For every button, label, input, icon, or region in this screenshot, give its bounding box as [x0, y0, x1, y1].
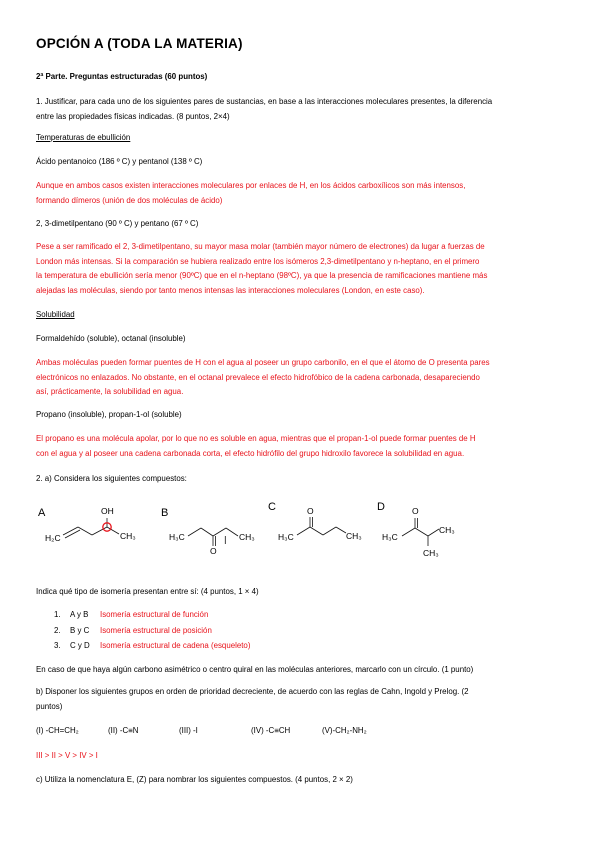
group-item: (III) -I: [179, 726, 198, 735]
compound-a-left: H₂C: [45, 533, 61, 543]
compound-c-right: CH₃: [346, 531, 362, 541]
boiling-answer-1: [36, 179, 564, 208]
compound-c-left: H₃C: [278, 532, 294, 542]
question-1: [36, 95, 564, 124]
compound-c-oxygen: O: [307, 506, 314, 516]
group-item: (IV) -C≡CH: [251, 726, 291, 735]
compound-d-oxygen: O: [412, 506, 419, 516]
list-number: 3.: [54, 641, 61, 650]
q2b-line: puntos): [36, 701, 63, 711]
compound-d-left: H₃C: [382, 532, 398, 542]
boiling-pair-1: Ácido pentanoico (186 º C) y pentanol (138 º C): [36, 157, 203, 166]
part-heading: 2ª Parte. Preguntas estructuradas (60 puntos): [36, 72, 208, 81]
answer-line: El propano es una molécula apolar, por lo que no es soluble en agua, mientras que el propan-1-ol puede formar puentes de H: [36, 434, 476, 443]
boiling-answer-2: [36, 240, 564, 298]
compound-b-right: CH₃: [239, 532, 255, 542]
priority-answer: III > II > V > IV > I: [36, 751, 98, 760]
compound-letter-c: C: [268, 501, 276, 513]
list-answer: Isomería estructural de función: [100, 610, 209, 619]
answer-line: Aunque en ambos casos existen interacciones moleculares por enlaces de H, en los ácidos carboxílicos son más intensos,: [36, 181, 466, 190]
compound-letter-b: B: [161, 507, 169, 519]
solubility-answer-2: [36, 432, 564, 461]
compound-a-right: CH₃: [120, 531, 136, 541]
answer-line: Ambas moléculas pueden formar puentes de H con el agua al poseer un grupo carbonilo, en el que el átomo de O presenta pares: [36, 358, 490, 367]
compound-d-bottom: CH₃: [423, 548, 439, 558]
q1-line: 1. Justificar, para cada uno de los siguientes pares de sustancias, en base a las interacciones moleculares presentes, la diferencia: [36, 97, 493, 106]
question-2a: 2. a) Considera los siguientes compuestos:: [36, 474, 187, 483]
list-answer: Isomería estructural de cadena (esqueleto): [100, 641, 251, 650]
answer-line: London más intensas. Si la comparación se hubiera realizado entre los isómeros 2,3-dimetilpentano y n-heptano, en el primero: [36, 256, 480, 266]
isomer-list-item: [54, 641, 250, 651]
page-title: OPCIÓN A (TODA LA MATERIA): [36, 36, 243, 51]
list-pair: C y D: [70, 641, 90, 650]
boiling-pair-2: 2, 3-dimetilpentano (90 º C) y pentano (67 º C): [36, 219, 199, 228]
answer-line: electrónicos no enlazados. No obstante, en el octanal prevalece el efecto hidrofóbico de la cadena carbonada, desapareciendo: [36, 372, 480, 382]
answer-line: alejadas las moléculas, siendo por tanto menos intensas las interacciones moleculares (London, en este caso).: [36, 285, 425, 295]
group-item: (II) -C≡N: [108, 726, 139, 735]
answer-line: así, prácticamente, la solubilidad en agua.: [36, 387, 184, 397]
question-2b: [36, 685, 564, 714]
list-pair: A y B: [70, 610, 89, 619]
compound-d-right: CH₃: [439, 525, 455, 535]
group-item: (V)-CH₂-NH₂: [322, 726, 367, 735]
list-number: 1.: [54, 610, 61, 619]
solubility-pair-1: Formaldehído (soluble), octanal (insoluble): [36, 334, 186, 343]
chiral-note: En caso de que haya algún carbono asimétrico o centro quiral en las moléculas anteriores, marcarlo con un círculo. (1 punto): [36, 665, 474, 674]
compound-b-oxygen: O: [210, 546, 217, 556]
list-number: 2.: [54, 626, 61, 635]
isomer-question: Indica qué tipo de isomería presentan entre sí: (4 puntos, 1 × 4): [36, 587, 259, 596]
solubility-heading: Solubilidad: [36, 310, 75, 319]
compound-a-oh: OH: [101, 506, 114, 516]
compound-letter-a: A: [38, 507, 46, 519]
isomer-list-item: [54, 610, 208, 620]
answer-line: formando dímeros (unión de dos moléculas de ácido): [36, 195, 223, 205]
solubility-pair-2: Propano (insoluble), propan-1-ol (soluble): [36, 410, 182, 419]
list-answer: Isomería estructural de posición: [100, 626, 212, 635]
group-item: (I) -CH=CH₂: [36, 726, 79, 735]
answer-line: con el agua y al poseer una cadena carbonada corta, el efecto hidrófilo del grupo hidroxilo favorece la solubilidad en agua.: [36, 448, 465, 458]
answer-line: Pese a ser ramificado el 2, 3-dimetilpentano, su mayor masa molar (también mayor número de electrones) da lugar a fuerzas de: [36, 242, 485, 251]
list-pair: B y C: [70, 626, 90, 635]
answer-line: la temperatura de ebullición sería menor (90ºC) que en el n-heptano (98ºC), ya que la presencia de ramificaciones mantiene más: [36, 271, 488, 281]
compound-structures: [30, 496, 470, 568]
solubility-answer-1: [36, 356, 564, 400]
isomer-list-item: [54, 626, 212, 636]
q2b-line: b) Disponer los siguientes grupos en orden de prioridad decreciente, de acuerdo con las reglas de Cahn, Ingold y Prelog. (2: [36, 687, 469, 696]
boiling-heading: Temperaturas de ebullición: [36, 133, 131, 142]
compound-letter-d: D: [377, 501, 385, 513]
compound-b-left: H₃C: [169, 532, 185, 542]
q1-line: entre las propiedades físicas indicadas. (8 puntos, 2×4): [36, 111, 230, 121]
question-2c: c) Utiliza la nomenclatura E, (Z) para nombrar los siguientes compuestos. (4 puntos, 2 × 2): [36, 775, 353, 784]
